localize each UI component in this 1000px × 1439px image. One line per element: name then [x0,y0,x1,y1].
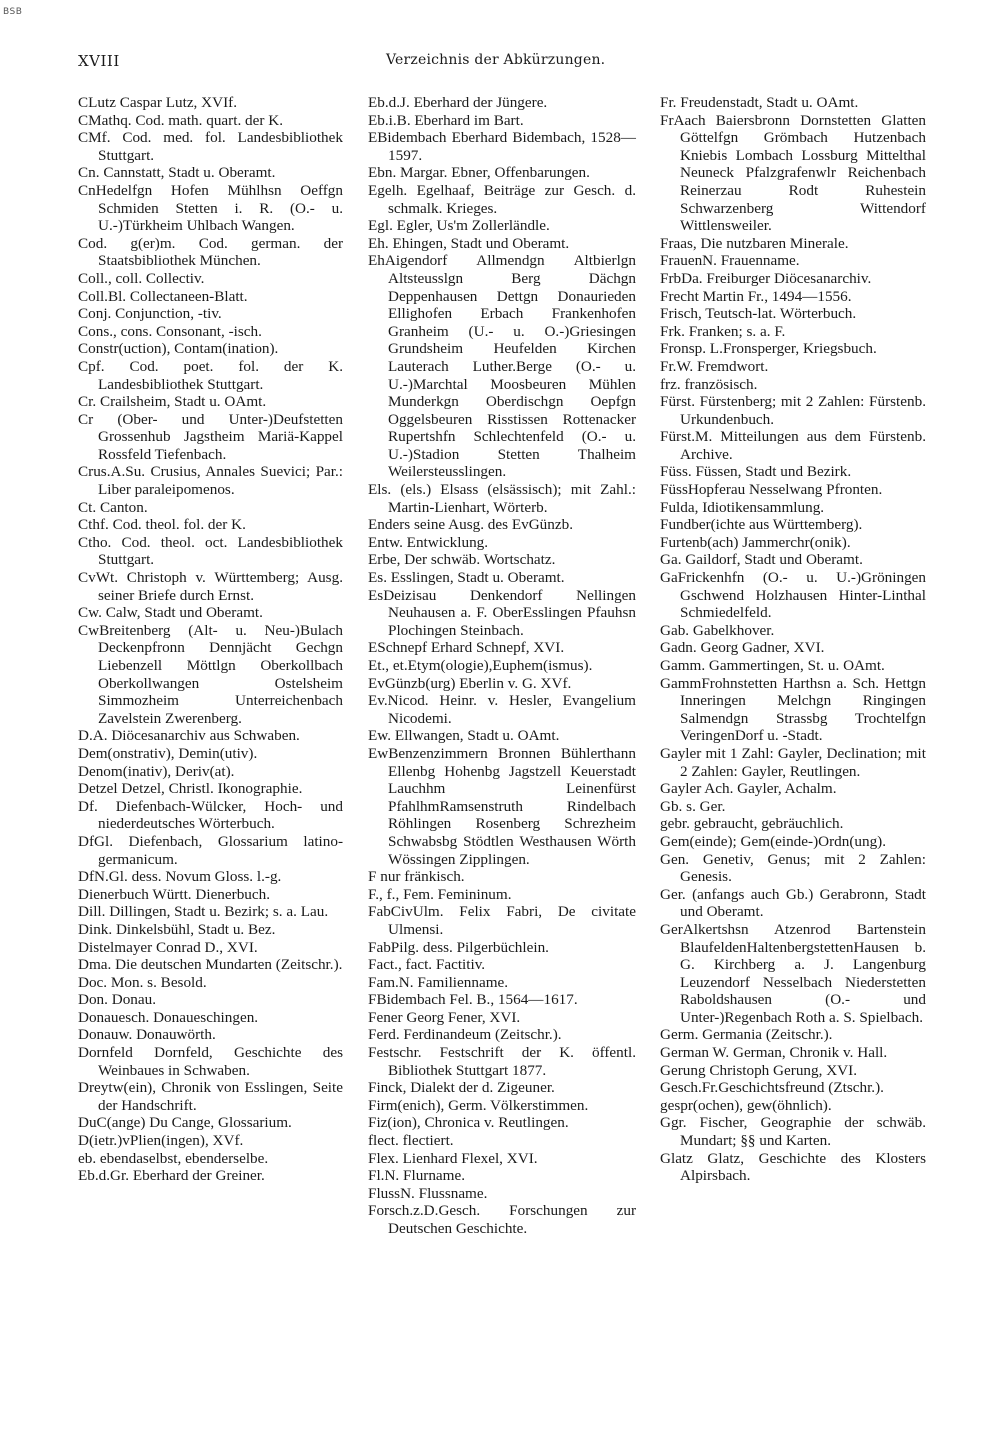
abbreviation-entry: ESchnepf Erhard Schnepf, XVI. [368,639,565,657]
abbreviation-entry: Donauw. Donauwörth. [78,1026,216,1044]
abbreviation-entry: Dem(onstrativ), Demin(utiv). [78,744,258,762]
abbreviation-entry: Cons., cons. Consonant, -isch. [78,322,262,340]
abbreviation-entry: Dma. Die deutschen Mundarten (Zeitschr.). [78,956,343,974]
abbreviation-entry: Gamm. Gammertingen, St. u. OAmt. [660,657,885,674]
abbreviation-entry: Gab. Gabelkhover. [660,621,775,639]
abbreviation-entry: Ebn. Margar. Ebner, Offenbarungen. [368,164,590,182]
abbreviation-entry: Cod. g(er)m. Cod. german. der Staatsbibliothek München. [78,234,343,270]
column-3 [660,94,926,1185]
abbreviation-entry: Forsch.z.D.Gesch. Forschungen zur Deutschen Geschichte. [368,1202,636,1237]
abbreviation-entry: Gesch.Fr.Geschichtsfreund (Ztschr.). [660,1079,884,1097]
abbreviation-entry: Egelh. Egelhaaf, Beiträge zur Gesch. d. schmalk. Krieges. [368,181,636,217]
abbreviation-entry: gebr. gebraucht, gebräuchlich. [660,815,844,833]
abbreviation-entry: Gem(einde); Gem(einde-)Ordn(ung). [660,832,887,850]
abbreviation-entry: Ger. (anfangs auch Gb.) Gerabronn, Stadt und Oberamt. [660,885,926,921]
abbreviation-entry: Eh. Ehingen, Stadt und Oberamt. [368,234,570,252]
abbreviation-entry: Fraas, Die nutzbaren Minerale. [660,234,849,252]
abbreviation-entry: Dill. Dillingen, Stadt u. Bezirk; s. a. Lau. [78,903,329,921]
abbreviation-entry: FüssHopferau Nesselwang Pfronten. [660,481,883,499]
abbreviation-entry: FrAach Baiersbronn Dornstetten Glatten Göttelfgn Grömbach Hutzenbach Kniebis Lombach Lossburg Mittelthal Neuneck Pfalzgrafenwlr Reichenbach Reinerzau Rodt Ruhestein Schwarzenberg Wittendorf Wittlensweiler. [660,111,926,235]
abbreviation-entry: CwBreitenberg (Alt- u. Neu-)Bulach Deckenpfronn Dennjächt Gechgn Liebenzell Möttlgn Oberkollbach Oberkollwangen Ostelsheim Simmozheim Unterreichenbach Zavelstein Zwerenberg. [78,621,343,727]
abbreviation-entry: Fener Georg Fener, XVI. [368,1008,521,1026]
abbreviation-entry: Festschr. Festschrift der K. öffentl. Bibliothek Stuttgart 1877. [368,1044,636,1079]
abbreviation-entry: EBidembach Eberhard Bidembach, 1528—1597. [368,129,636,164]
abbreviation-entry: FabCivUlm. Felix Fabri, De civitate Ulmensi. [368,903,636,938]
abbreviation-entry: Ggr. Fischer, Geographie der schwäb. Mundart; §§ und Karten. [660,1114,926,1150]
abbreviation-entry: Fürst. Fürstenberg; mit 2 Zahlen: Fürstenb. Urkundenbuch. [660,393,926,428]
abbreviation-entry: DfN.Gl. dess. Novum Gloss. l.-g. [78,868,282,886]
abbreviation-entry: Entw. Entwicklung. [368,533,489,551]
abbreviation-entry: Germ. Germania (Zeitschr.). [660,1026,833,1044]
abbreviation-entry: GerAlkertshsn Atzenrod Bartenstein BlaufeldenHaltenbergstettenHausen b. G. Kirchberg a. J. Langenburg Leuzendorf Nesselbach Niederstetten Raboldshausen (O.- und Unter-)Regenbach Roth a. S. Spielbach. [660,920,926,1026]
abbreviation-entry: Donauesch. Donaueschingen. [78,1008,259,1026]
abbreviation-entry: gespr(ochen), gew(öhnlich). [660,1096,832,1114]
abbreviation-entry: GammFrohnstetten Harthsn a. Sch. Hettgn Inneringen Melchgn Ringingen Salmendgn Strassbg Trochtelfgn VeringenDorf u. -Stadt. [660,674,926,745]
abbreviation-entry: F., f., Fem. Femininum. [368,885,512,903]
abbreviation-entry: Dornfeld Dornfeld, Geschichte des Weinbaues in Schwaben. [78,1044,343,1079]
abbreviation-entry: Erbe, Der schwäb. Wortschatz. [368,551,556,569]
abbreviation-entry: Gb. s. Ger. [660,797,726,815]
abbreviation-entry: Ctho. Cod. theol. oct. Landesbibliothek Stuttgart. [78,533,343,569]
abbreviation-entry: German W. German, Chronik v. Hall. [660,1044,888,1062]
abbreviation-entry: Don. Donau. [78,991,157,1009]
abbreviation-entry: D(ietr.)vPlien(ingen), XVf. [78,1132,244,1150]
abbreviation-entry: Gadn. Georg Gadner, XVI. [660,639,825,657]
abbreviation-entry: Flex. Lienhard Flexel, XVI. [368,1149,538,1167]
abbreviation-entry: EwBenzenzimmern Bronnen Bühlerthann Ellenbg Hohenbg Jagstzell Keuerstadt Lauchhm Leinenfürst PfahlhmRamsenstruth Rindelbach Röhlingen Rosenberg Schrezheim Schwabsbg Stödtlen Westhausen Wörth Wössingen Zipplingen. [368,744,636,868]
abbreviation-entry: Gayler mit 1 Zahl: Gayler, Declination; mit 2 Zahlen: Gayler, Reutlingen. [660,744,926,780]
abbreviation-entry: Coll., coll. Collectiv. [78,269,205,287]
abbreviation-entry: Ga. Gaildorf, Stadt und Oberamt. [660,551,863,569]
abbreviation-entry: Ew. Ellwangen, Stadt u. OAmt. [368,727,560,745]
abbreviation-entry: Fl.N. Flurname. [368,1167,466,1185]
abbreviation-entry: Conj. Conjunction, -tiv. [78,305,222,323]
abbreviation-entry: Distelmayer Conrad D., XVI. [78,938,258,956]
running-title: Verzeichnis der Abkürzungen. [386,52,606,68]
abbreviation-entry: Dreytw(ein), Chronik von Esslingen, Seite der Handschrift. [78,1079,343,1114]
abbreviation-entry: F nur fränkisch. [368,868,465,886]
abbreviation-entry: Fundber(ichte aus Württemberg). [660,516,863,534]
abbreviation-entry: FabPilg. dess. Pilgerbüchlein. [368,938,549,956]
abbreviation-entry: Gayler Ach. Gayler, Achalm. [660,780,837,798]
abbreviation-entry: Eb.i.B. Eberhard im Bart. [368,111,524,129]
abbreviation-entry: Firm(enich), Germ. Völkerstimmen. [368,1096,589,1114]
abbreviation-entry: Egl. Egler, Us'm Zollerländle. [368,217,550,235]
abbreviation-entry: Df. Diefenbach-Wülcker, Hoch- und niederdeutsches Wörterbuch. [78,797,343,833]
abbreviation-entry: Els. (els.) Elsass (elsässisch); mit Zahl.: Martin-Lienhart, Wörterb. [368,481,636,516]
abbreviation-entry: Detzel Detzel, Christl. Ikonographie. [78,780,303,798]
abbreviation-entry: FrauenN. Frauenname. [660,252,800,270]
abbreviation-entry: Finck, Dialekt der d. Zigeuner. [368,1079,555,1097]
abbreviation-entry: Et., et.Etym(ologie),Euphem(ismus). [368,657,593,674]
abbreviation-entry: Frecht Martin Fr., 1494—1556. [660,287,852,305]
abbreviation-entry: Dink. Dinkelsbühl, Stadt u. Bez. [78,920,276,938]
abbreviation-entry: Fam.N. Familienname. [368,973,509,991]
abbreviation-entry: Denom(inativ), Deriv(at). [78,762,235,780]
abbreviation-entry: CLutz Caspar Lutz, XVIf. [78,94,238,111]
abbreviation-entry: Ev.Nicod. Heinr. v. Hesler, Evangelium Nicodemi. [368,692,636,727]
abbreviation-entry: Frisch, Teutsch-lat. Wörterbuch. [660,305,857,323]
abbreviation-entry: GaFrickenhfn (O.- u. U.-)Gröningen Gschwend Holzhausen Hinter-Linthal Schmiedelfeld. [660,569,926,622]
abbreviation-entry: DfGl. Diefenbach, Glossarium latino-germanicum. [78,832,343,868]
abbreviation-entry: Cpf. Cod. poet. fol. der K. Landesbibliothek Stuttgart. [78,357,343,393]
abbreviation-entry: Gerung Christoph Gerung, XVI. [660,1061,857,1079]
abbreviation-entry: Cw. Calw, Stadt und Oberamt. [78,604,263,622]
abbreviation-entry: Eb.d.J. Eberhard der Jüngere. [368,94,548,111]
abbreviation-entry: eb. ebendaselbst, ebenderselbe. [78,1149,269,1167]
abbreviation-entry: Cr (Ober- und Unter-)Deufstetten Grossenhub Jagstheim Mariä-Kappel Rossfeld Tiefenbach. [78,410,343,463]
abbreviation-entry: Fronsp. L.Fronsperger, Kriegsbuch. [660,340,877,358]
abbreviation-entry: EvGünzb(urg) Eberlin v. G. XVf. [368,674,572,692]
abbreviation-entry: Dienerbuch Württ. Dienerbuch. [78,885,271,903]
abbreviation-entry: CMf. Cod. med. fol. Landesbibliothek Stuttgart. [78,129,343,164]
column-2 [368,94,636,1238]
abbreviation-entry: Fr.W. Fremdwort. [660,357,769,375]
abbreviation-entry: Gen. Genetiv, Genus; mit 2 Zahlen: Genesis. [660,850,926,886]
abbreviation-entry: Crus.A.Su. Crusius, Annales Suevici; Par.: Liber paraleipomenos. [78,463,343,499]
abbreviation-entry: CvWt. Christoph v. Württemberg; Ausg. seiner Briefe durch Ernst. [78,569,343,604]
abbreviation-entry: Coll.Bl. Collectaneen-Blatt. [78,287,248,305]
abbreviation-entry: Cthf. Cod. theol. fol. der K. [78,516,246,534]
abbreviation-entry: Es. Esslingen, Stadt u. Oberamt. [368,569,565,587]
abbreviation-entry: Fürst.M. Mitteilungen aus dem Fürstenb. Archive. [660,428,926,463]
abbreviation-entry: EhAigendorf Allmendgn Altbierlgn Altsteusslgn Berg Dächgn Deppenhausen Dettgn Donaurieden Ellighofen Erbach Frankenhofen Granheim (U.- u. O.-)Griesingen Grundsheim Heufelden Kirchen Lauterach Luther.Berge (O.- u. U.-)Marchtal Moosbeuren Mühlen Munderkgn Oberdischgn Oepfgn Oggelsbeuren Risstissen Rottenacker Rupertshfn Schlechtenfeld (O.- u. U.-)Stadion Stetten Thalheim Weilersteusslingen. [368,252,636,481]
abbreviation-entry: FlussN. Flussname. [368,1184,488,1202]
abbreviation-entry: EsDeizisau Denkendorf Nellingen Neuhausen a. F. OberEsslingen Pfauhsn Plochingen Steinbach. [368,586,636,639]
column-1 [78,94,343,1185]
abbreviation-entry: frz. französisch. [660,375,758,393]
abbreviation-entry: Furtenb(ach) Jammerchr(onik). [660,533,851,551]
abbreviation-entry: CMathq. Cod. math. quart. der K. [78,111,284,129]
abbreviation-entry: Constr(uction), Contam(ination). [78,340,279,358]
page-number: XVIII [78,52,120,70]
abbreviation-entry: Cr. Crailsheim, Stadt u. OAmt. [78,393,267,411]
abbreviation-entry: Ct. Canton. [78,498,148,516]
abbreviation-entry: Enders seine Ausg. des EvGünzb. [368,516,573,534]
abbreviation-entry: Doc. Mon. s. Besold. [78,973,207,991]
abbreviation-entry: Fiz(ion), Chronica v. Reutlingen. [368,1114,569,1132]
abbreviation-entry: Glatz Glatz, Geschichte des Klosters Alpirsbach. [660,1149,926,1185]
abbreviation-entry: Eb.d.Gr. Eberhard der Greiner. [78,1167,265,1185]
abbreviation-entry: D.A. Diöcesanarchiv aus Schwaben. [78,727,300,745]
abbreviation-entry: CnHedelfgn Hofen Mühlhsn Oeffgn Schmiden Stetten i. R. (O.- u. U.-)Türkheim Uhlbach Wangen. [78,181,343,235]
abbreviation-entry: Fr. Freudenstadt, Stadt u. OAmt. [660,94,859,111]
abbreviation-entry: FrbDa. Freiburger Diöcesanarchiv. [660,269,872,287]
abbreviation-entry: Fact., fact. Factitiv. [368,956,486,974]
abbreviation-entry: Fulda, Idiotikensammlung. [660,498,825,516]
abbreviation-entry: DuC(ange) Du Cange, Glossarium. [78,1114,292,1132]
abbreviation-entry: FBidembach Fel. B., 1564—1617. [368,991,578,1009]
abbreviation-entry: Frk. Franken; s. a. F. [660,322,786,340]
abbreviation-entry: flect. flectiert. [368,1132,454,1150]
abbreviation-entry: Ferd. Ferdinandeum (Zeitschr.). [368,1026,562,1044]
abbreviation-entry: Cn. Cannstatt, Stadt u. Oberamt. [78,164,276,182]
abbreviation-entry: Füss. Füssen, Stadt und Bezirk. [660,463,852,481]
library-stamp: BSB [3,7,23,17]
